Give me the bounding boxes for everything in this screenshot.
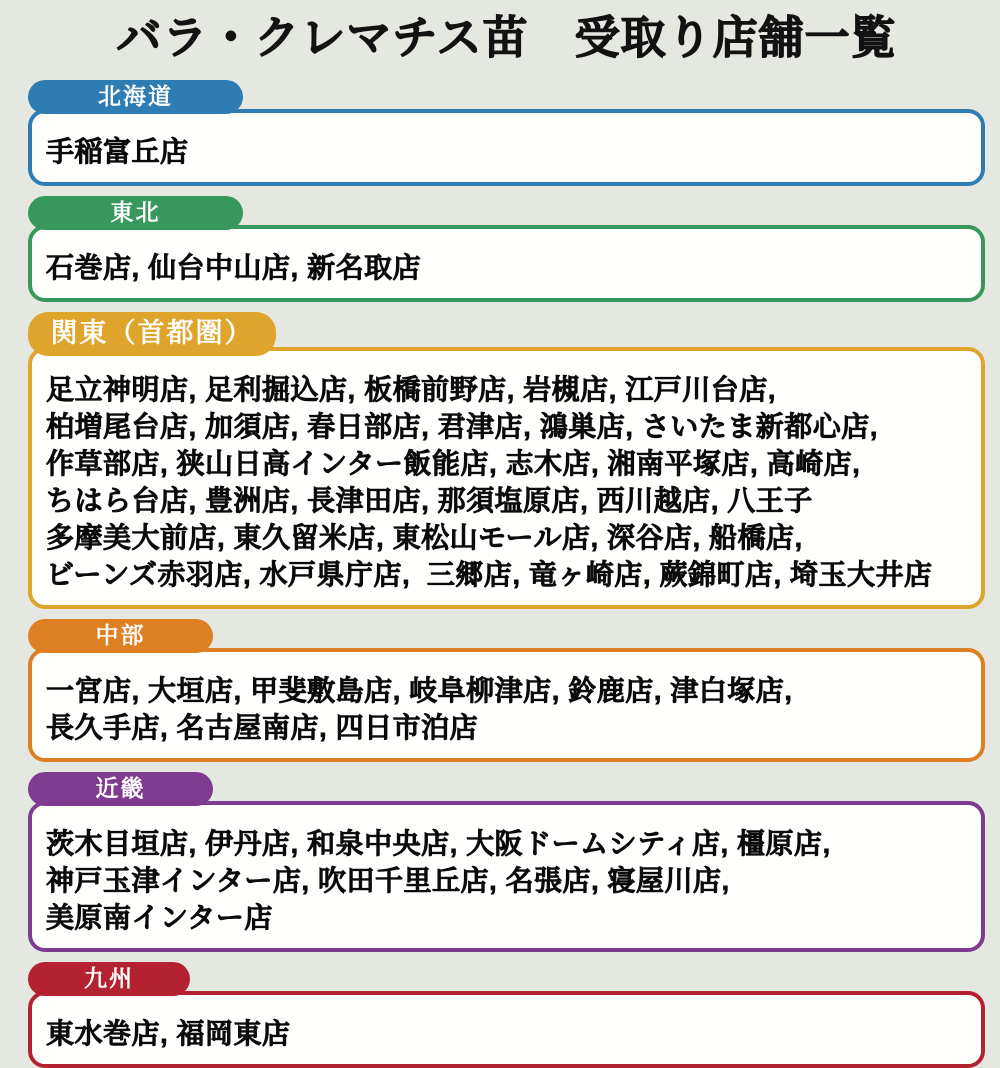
store-list-line: 東水巻店, 福岡東店 (46, 1018, 291, 1049)
store-list-box-hokkaido (28, 109, 985, 186)
store-list-line: 一宮店, 大垣店, 甲斐敷島店, 岐阜柳津店, 鈴鹿店, 津白塚店, (46, 675, 793, 706)
store-list-line: 作草部店, 狭山日高インター飯能店, 志木店, 湘南平塚店, 高崎店, (46, 448, 861, 479)
region-section-kanto (28, 312, 985, 609)
store-list-line: ビーンズ赤羽店, 水戸県庁店, 三郷店, 竜ヶ崎店, 蕨錦町店, 埼玉大井店 (46, 559, 933, 590)
store-list-line: 足立神明店, 足利掘込店, 板橋前野店, 岩槻店, 江戸川台店, (46, 374, 777, 405)
store-list-line: 美原南インター店 (46, 902, 273, 933)
region-tab-chubu: 中部 (28, 619, 213, 653)
store-list-line: 石巻店, 仙台中山店, 新名取店 (46, 252, 422, 283)
store-list-box-kyushu (28, 991, 985, 1068)
store-list-line: ちはら台店, 豊洲店, 長津田店, 那須塩原店, 西川越店, 八王子 (46, 485, 813, 516)
region-section-chubu (28, 619, 985, 762)
store-list-box-kinki (28, 801, 985, 952)
store-list-line: 長久手店, 名古屋南店, 四日市泊店 (46, 712, 479, 743)
region-tab-kyushu: 九州 (28, 962, 190, 996)
store-list-box-tohoku (28, 225, 985, 302)
store-list-line: 手稲富丘店 (46, 136, 189, 167)
store-list-line: 茨木目垣店, 伊丹店, 和泉中央店, 大阪ドームシティ店, 橿原店, (46, 828, 831, 859)
store-list-line: 神戸玉津インター店, 吹田千里丘店, 名張店, 寝屋川店, (46, 865, 730, 896)
region-sections (28, 80, 985, 1068)
region-section-kinki (28, 772, 985, 952)
store-list-box-chubu (28, 648, 985, 762)
store-list-box-kanto (28, 347, 985, 609)
store-list-line: 柏増尾台店, 加須店, 春日部店, 君津店, 鴻巣店, さいたま新都心店, (46, 411, 879, 442)
page-title: バラ・クレマチス苗 受取り店舗一覧 (116, 12, 897, 63)
region-tab-tohoku: 東北 (28, 196, 243, 230)
region-section-kyushu (28, 962, 985, 1068)
store-list-line: 多摩美大前店, 東久留米店, 東松山モール店, 深谷店, 船橋店, (46, 522, 803, 553)
region-tab-kanto: 関東（首都圏） (28, 312, 276, 356)
region-section-tohoku (28, 196, 985, 302)
region-tab-kinki: 近畿 (28, 772, 213, 806)
region-tab-hokkaido: 北海道 (28, 80, 243, 114)
region-section-hokkaido (28, 80, 985, 186)
